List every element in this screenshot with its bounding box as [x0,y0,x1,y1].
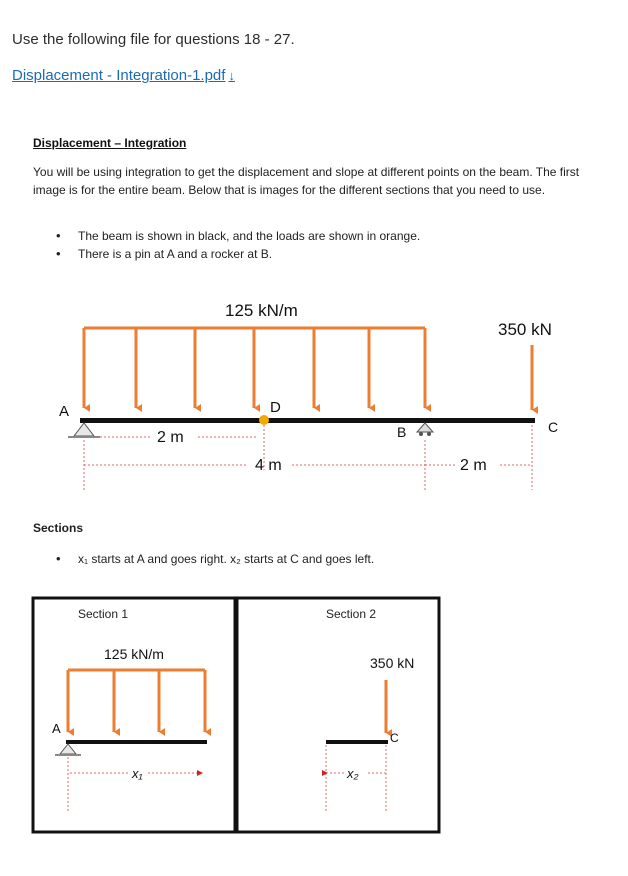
list-item: • The beam is shown in black, and the loads are shown in orange. [56,227,420,245]
main-beam-figure [59,301,558,490]
document-paragraph: You will be using integration to get the displacement and slope at different points on the beam. The first image is for the entire beam. Below that is images for the different sections that you need to use. [33,165,580,197]
point-load-label: 350 kN [498,320,552,339]
list-item: • There is a pin at A and a rocker at B. [56,245,420,263]
section-2-load-label: 350 kN [370,655,415,671]
section-2-variable: x₂ [347,766,359,781]
list-item: • x₁ starts at A and goes right. x₂ starts at C and goes left. [56,550,374,568]
pin-support-a [68,423,100,437]
label-d: D [270,399,281,416]
intro-text: Use the following file for questions 18 - 27. [12,31,295,48]
section-1-figure [33,598,235,832]
section-1-beam [66,740,207,744]
section-1-distributed-load [68,670,205,732]
dim-ab-label: 4 m [255,457,282,474]
section-2-figure [237,598,439,832]
sections-heading: Sections [33,521,84,535]
document-heading: Displacement – Integration [33,136,187,150]
section-1-load-label: 125 kN/m [104,646,164,662]
point-d-marker [259,415,269,425]
download-arrow-icon[interactable]: ↓ [228,68,235,83]
section-2-label-c: C [390,731,399,745]
file-link-label[interactable]: Displacement - Integration-1.pdf [12,67,226,84]
label-c: C [548,419,559,435]
dim-bc-label: 2 m [460,457,487,474]
section-1-pin-support [55,744,81,755]
section-1-title: Section 1 [78,607,129,621]
label-b: B [397,424,407,440]
section-2-beam [326,740,388,744]
rocker-support-b [417,423,433,436]
dist-load-label: 125 kN/m [225,301,298,320]
distributed-load [84,328,425,408]
section-2-title: Section 2 [326,607,377,621]
dim-ad-label: 2 m [157,429,184,446]
beam [80,418,535,423]
label-a: A [59,403,70,420]
section-1-label-a: A [52,721,61,736]
section-1-variable: x₁ [132,766,143,781]
